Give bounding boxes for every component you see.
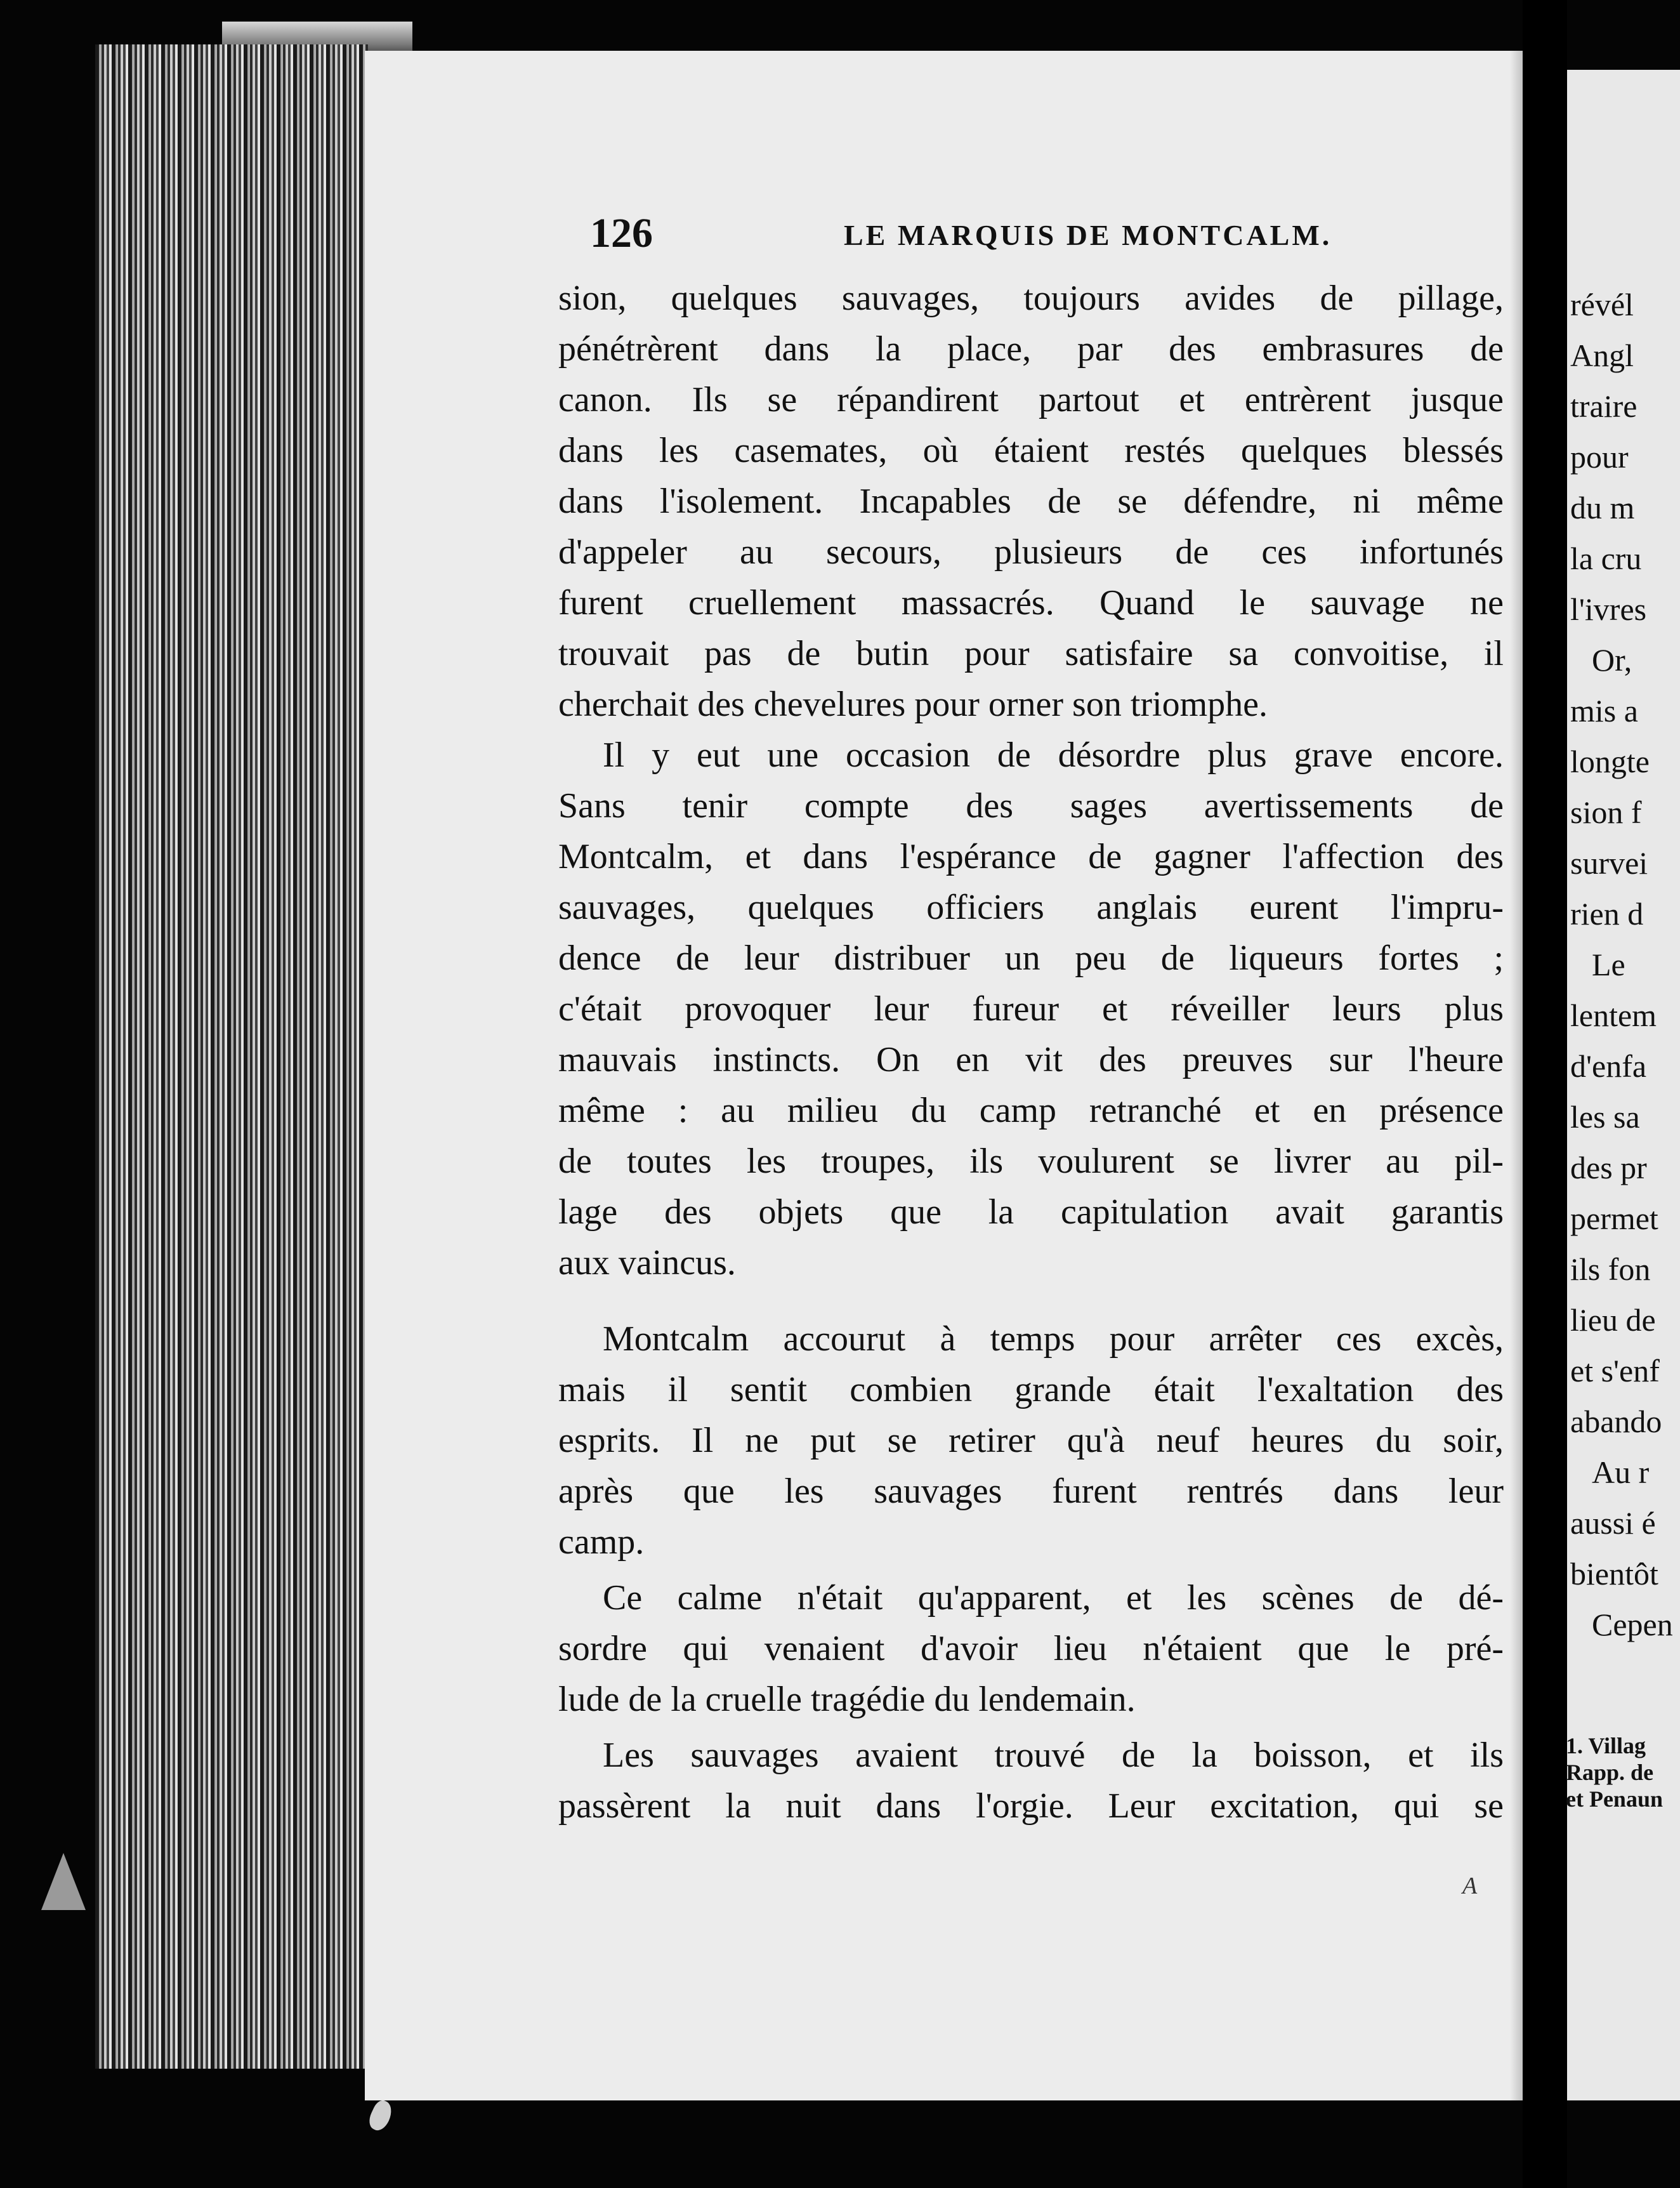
right-line: et s'enf bbox=[1570, 1353, 1660, 1388]
text-line: sion, quelques sauvages, toujours avides de pillage, bbox=[558, 279, 1504, 318]
paper-speck bbox=[365, 2098, 395, 2133]
right-line: l'ivres bbox=[1570, 591, 1647, 627]
right-line: du m bbox=[1570, 490, 1635, 525]
right-line: traire bbox=[1570, 388, 1637, 424]
text-line: d'appeler au secours, plusieurs de ces infortunés bbox=[558, 532, 1504, 572]
right-line: pour bbox=[1570, 439, 1629, 475]
right-page-text bbox=[1570, 279, 1680, 1650]
text-line: Montcalm, et dans l'espérance de gagner l'affection des bbox=[558, 837, 1504, 876]
text-line: canon. Ils se répandirent partout et entrèrent jusque bbox=[558, 380, 1504, 419]
right-line: bientôt bbox=[1570, 1556, 1658, 1592]
footnote-line: et Penaun bbox=[1566, 1786, 1663, 1812]
page-header bbox=[590, 209, 1478, 267]
running-head: LE MARQUIS DE MONTCALM. bbox=[844, 219, 1332, 251]
right-line: les sa bbox=[1570, 1099, 1640, 1135]
right-line: Cepen bbox=[1592, 1607, 1673, 1642]
footnote-line: Rapp. de bbox=[1566, 1760, 1654, 1785]
text-line: mauvais instincts. On en vit des preuves sur l'heure bbox=[558, 1040, 1504, 1079]
text-line: lude de la cruelle tragédie du lendemain. bbox=[558, 1680, 1136, 1719]
right-line: permet bbox=[1570, 1201, 1658, 1236]
paper-tab-mark bbox=[41, 1853, 86, 1910]
right-page-footnotes bbox=[1566, 1732, 1680, 1812]
text-line: Ce calme n'était qu'apparent, et les scènes de dé- bbox=[603, 1578, 1504, 1618]
right-line: Or, bbox=[1592, 642, 1632, 678]
text-line: Montcalm accourut à temps pour arrêter ces excès, bbox=[603, 1319, 1504, 1359]
text-line: mais il sentit combien grande était l'exaltation des bbox=[558, 1370, 1504, 1409]
text-line: sauvages, quelques officiers anglais eurent l'impru- bbox=[558, 888, 1504, 927]
text-line: Sans tenir compte des sages avertissements de bbox=[558, 786, 1504, 826]
text-line: Il y eut une occasion de désordre plus grave encore. bbox=[603, 735, 1504, 775]
right-line: ils fon bbox=[1570, 1251, 1651, 1287]
text-line: dence de leur distribuer un peu de liqueurs fortes ; bbox=[558, 939, 1504, 978]
text-line: c'était provoquer leur fureur et réveiller leurs plus bbox=[558, 989, 1504, 1029]
right-line: longte bbox=[1570, 744, 1650, 779]
right-line: d'enfa bbox=[1570, 1048, 1647, 1084]
right-line: Angl bbox=[1570, 338, 1634, 373]
right-line: révél bbox=[1570, 287, 1634, 322]
text-line: camp. bbox=[558, 1522, 645, 1562]
footnote-line: 1. Villag bbox=[1566, 1733, 1646, 1758]
text-line: aux vaincus. bbox=[558, 1243, 736, 1282]
page-number: 126 bbox=[590, 210, 653, 256]
right-line: survei bbox=[1570, 845, 1648, 881]
right-line: Au r bbox=[1592, 1454, 1650, 1490]
book-gutter bbox=[1523, 0, 1567, 2188]
text-line: après que les sauvages furent rentrés dans leur bbox=[558, 1472, 1504, 1511]
text-line: passèrent la nuit dans l'orgie. Leur excitation, qui se bbox=[558, 1786, 1504, 1826]
right-line: Le bbox=[1592, 947, 1625, 982]
right-line: mis a bbox=[1570, 693, 1638, 728]
text-line: sordre qui venaient d'avoir lieu n'étaient que le pré- bbox=[558, 1629, 1504, 1668]
text-line: dans les casemates, où étaient restés quelques blessés bbox=[558, 431, 1504, 470]
text-line: cherchait des chevelures pour orner son triomphe. bbox=[558, 685, 1268, 724]
text-line: furent cruellement massacrés. Quand le sauvage ne bbox=[558, 583, 1504, 623]
right-line: la cru bbox=[1570, 541, 1642, 576]
right-line: des pr bbox=[1570, 1150, 1647, 1185]
text-line: trouvait pas de butin pour satisfaire sa convoitise, il bbox=[558, 634, 1504, 673]
right-line: abando bbox=[1570, 1404, 1662, 1439]
text-line: dans l'isolement. Incapables de se défendre, ni même bbox=[558, 482, 1504, 521]
right-line: rien d bbox=[1570, 896, 1644, 932]
text-line: lage des objets que la capitulation avait garantis bbox=[558, 1192, 1504, 1232]
text-line: esprits. Il ne put se retirer qu'à neuf heures du soir, bbox=[558, 1421, 1504, 1460]
right-line: sion f bbox=[1570, 794, 1642, 830]
body-text bbox=[558, 273, 1504, 1831]
folio-mark: A bbox=[1462, 1873, 1478, 1899]
right-line: aussi é bbox=[1570, 1505, 1656, 1541]
book-fore-edge bbox=[95, 44, 368, 2069]
text-line: Les sauvages avaient trouvé de la boisson, et ils bbox=[603, 1736, 1504, 1775]
right-line: lentem bbox=[1570, 998, 1657, 1033]
right-line: lieu de bbox=[1570, 1302, 1656, 1338]
text-line: de toutes les troupes, ils voulurent se livrer au pil- bbox=[558, 1142, 1504, 1181]
text-line: pénétrèrent dans la place, par des embrasures de bbox=[558, 329, 1504, 369]
text-line: même : au milieu du camp retranché et en présence bbox=[558, 1091, 1504, 1130]
